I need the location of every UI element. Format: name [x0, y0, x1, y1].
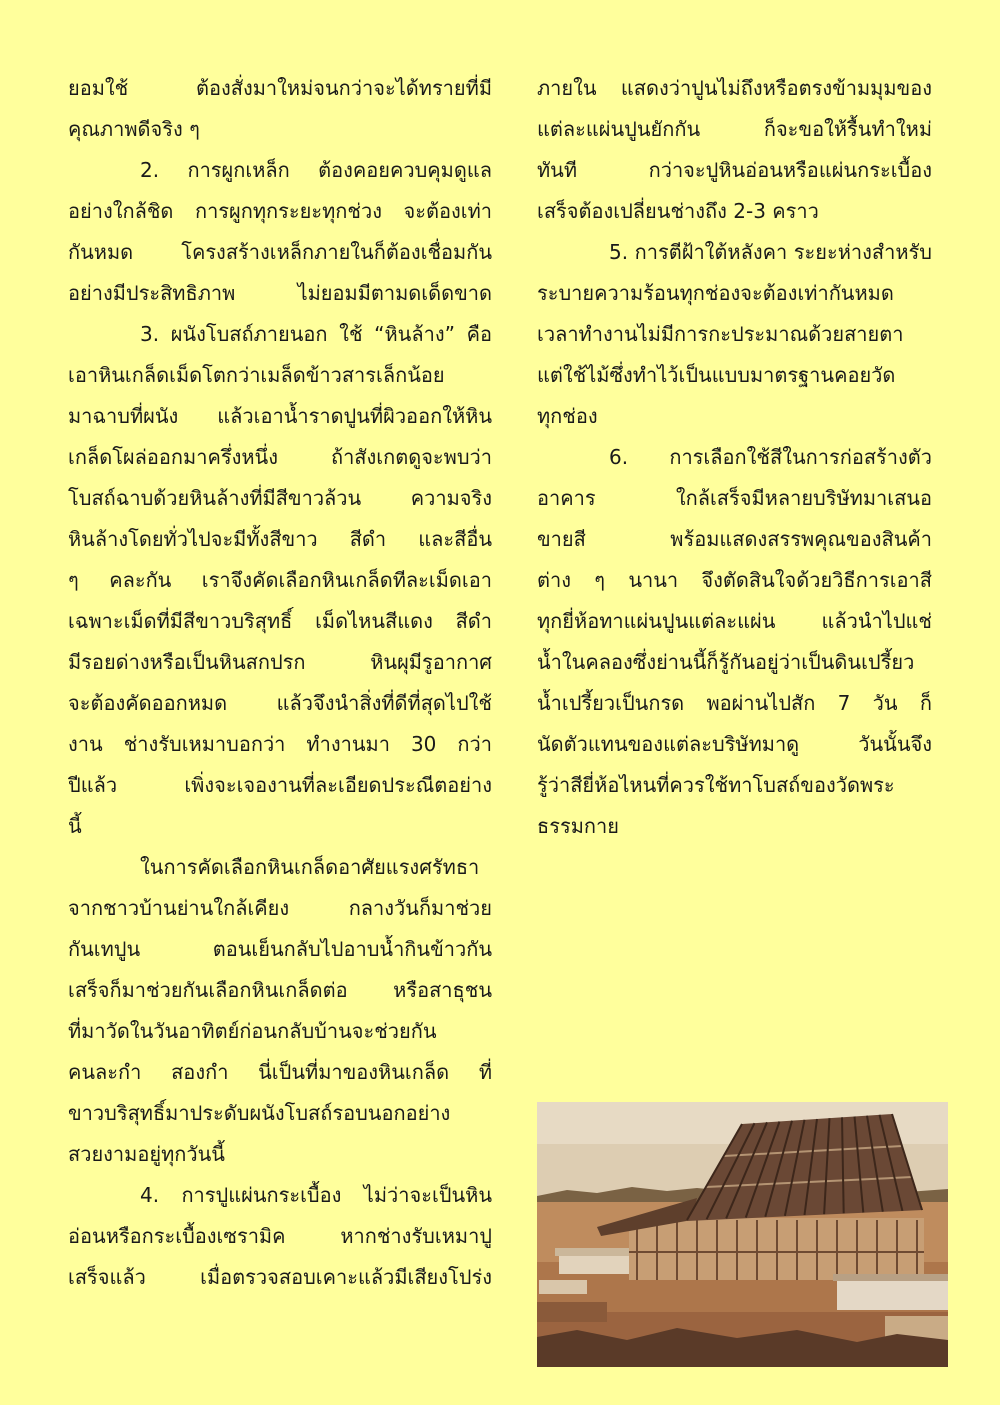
text-line: คนละกำ สองกำ นี่เป็นที่มาของหินเกล็ด ที่	[68, 1060, 492, 1084]
text-line: งาน ช่างรับเหมาบอกว่า ทำงานมา 30 กว่า	[68, 732, 492, 756]
paragraph-first-line: 3. ผนังโบสถ์ภายนอก ใช้ “หินล้าง” คือ	[140, 322, 492, 346]
paragraph-first-line: ในการคัดเลือกหินเกล็ดอาศัยแรงศรัทธา	[140, 855, 480, 879]
text-line: เฉพาะเม็ดที่มีสีขาวบริสุทธิ์ เม็ดไหนสีแดง สีดำ	[68, 609, 492, 633]
temple-construction-photo	[537, 1102, 948, 1367]
text-line: ระบายความร้อนทุกช่องจะต้องเท่ากันหมด	[537, 281, 894, 305]
text-line: แต่ละแผ่นปูนยักกัน ก็จะขอให้รื้นทำใหม่	[537, 117, 932, 141]
left-text-column	[68, 68, 492, 1298]
text-line: ทุกยี่ห้อทาแผ่นปูนแต่ละแผ่น แล้วนำไปแช่	[537, 609, 932, 633]
text-line: นัดตัวแทนของแต่ละบริษัทมาดู วันนั้นจึง	[537, 732, 932, 756]
text-line: ๆ คละกัน เราจึงคัดเลือกหินเกล็ดทีละเม็ดเอา	[68, 568, 492, 592]
text-line: น้ำในคลองซึ่งย่านนี้ก็รู้กันอยู่ว่าเป็นดินเปรี้ยว	[537, 650, 915, 674]
text-line: ขายสี พร้อมแสดงสรรพคุณของสินค้า	[537, 527, 932, 551]
paragraph-first-line: 2. การผูกเหล็ก ต้องคอยควบคุมดูแล	[140, 158, 492, 182]
text-line: แต่ใช้ไม้ซึ่งทำไว้เป็นแบบมาตรฐานคอยวัด	[537, 363, 896, 387]
text-line: หินล้างโดยทั่วไปจะมีทั้งสีขาว สีดำ และสีอื่น	[68, 527, 492, 551]
text-line: ภายใน แสดงว่าปูนไม่ถึงหรือตรงข้ามมุมของ	[537, 76, 932, 100]
paragraph-first-line: 5. การตีฝ้าใต้หลังคา ระยะห่างสำหรับ	[609, 240, 932, 264]
text-line: ทันที กว่าจะปูหินอ่อนหรือแผ่นกระเบื้อง	[537, 158, 932, 182]
text-line: ต่าง ๆ นานา จึงตัดสินใจด้วยวิธีการเอาสี	[537, 568, 932, 592]
text-line: รู้ว่าสียี่ห้อไหนที่ควรใช้ทาโบสถ์ของวัดพระ	[537, 773, 895, 797]
text-line: เสร็จแล้ว เมื่อตรวจสอบเคาะแล้วมีเสียงโปร่ง	[68, 1265, 492, 1289]
text-line: ขาวบริสุทธิ์มาประดับผนังโบสถ์รอบนอกอย่าง	[68, 1101, 451, 1125]
text-line: ปีแล้ว เพิ่งจะเจองานที่ละเอียดประณีตอย่าง	[68, 773, 492, 797]
text-line: ธรรมกาย	[537, 814, 619, 838]
text-line: คุณภาพดีจริง ๆ	[68, 117, 200, 141]
text-line: โบสถ์ฉาบด้วยหินล้างที่มีสีขาวล้วน ความจริง	[68, 486, 492, 510]
text-line: มาฉาบที่ผนัง แล้วเอาน้ำราดปูนที่ผิวออกให้หิน	[68, 404, 492, 428]
text-line: ที่มาวัดในวันอาทิตย์ก่อนกลับบ้านจะช่วยกัน	[68, 1019, 437, 1043]
text-line: น้ำเปรี้ยวเป็นกรด พอผ่านไปสัก 7 วัน ก็	[537, 691, 932, 715]
text-line: จะต้องคัดออกหมด แล้วจึงนำสิ่งที่ดีที่สุดไปใช้	[68, 691, 492, 715]
text-line: กันเทปูน ตอนเย็นกลับไปอาบน้ำกินข้าวกัน	[68, 937, 492, 961]
text-line: นี้	[68, 814, 82, 838]
text-line: อย่างใกล้ชิด การผูกทุกระยะทุกช่วง จะต้องเท่า	[68, 199, 492, 223]
paragraph-first-line: 6. การเลือกใช้สีในการก่อสร้างตัว	[609, 445, 932, 469]
text-line: กันหมด โครงสร้างเหล็กภายในก็ต้องเชื่อมกัน	[68, 240, 492, 264]
text-line: เอาหินเกล็ดเม็ดโตกว่าเมล็ดข้าวสารเล็กน้อย	[68, 363, 445, 387]
text-line: เกล็ดโผล่ออกมาครึ่งหนึ่ง ถ้าสังเกตดูจะพบว่า	[68, 445, 492, 469]
shed-right	[837, 1281, 948, 1310]
text-line: ทุกช่อง	[537, 404, 598, 428]
text-line: สวยงามอยู่ทุกวันนี้	[68, 1142, 225, 1166]
shed-roof-right	[833, 1274, 948, 1281]
text-line: มีรอยด่างหรือเป็นหินสกปรก หินผุมีรูอากาศ	[68, 650, 492, 674]
text-line: จากชาวบ้านย่านใกล้เคียง กลางวันก็มาช่วย	[68, 896, 492, 920]
photo-scene	[537, 1102, 948, 1367]
text-line: อ่อนหรือกระเบื้องเซรามิค หากช่างรับเหมาปู	[68, 1224, 492, 1248]
paragraph-first-line: 4. การปูแผ่นกระเบื้อง ไม่ว่าจะเป็นหิน	[140, 1183, 492, 1207]
text-line: เสร็จก็มาช่วยกันเลือกหินเกล็ดต่อ หรือสาธุชน	[68, 978, 492, 1002]
text-line: อาคาร ใกล้เสร็จมีหลายบริษัทมาเสนอ	[537, 486, 932, 510]
text-line: เวลาทำงานไม่มีการกะประมาณด้วยสายตา	[537, 322, 904, 346]
text-line: ยอมใช้ ต้องสั่งมาใหม่จนกว่าจะได้ทรายที่มี	[68, 76, 492, 100]
text-line: อย่างมีประสิทธิภาพ ไม่ยอมมีตามดเด็ดขาด	[68, 281, 492, 305]
right-text-column	[537, 68, 932, 847]
fence-left	[537, 1302, 607, 1322]
hut-small-left	[539, 1280, 587, 1294]
text-line: เสร็จต้องเปลี่ยนช่างถึง 2-3 คราว	[537, 199, 819, 223]
